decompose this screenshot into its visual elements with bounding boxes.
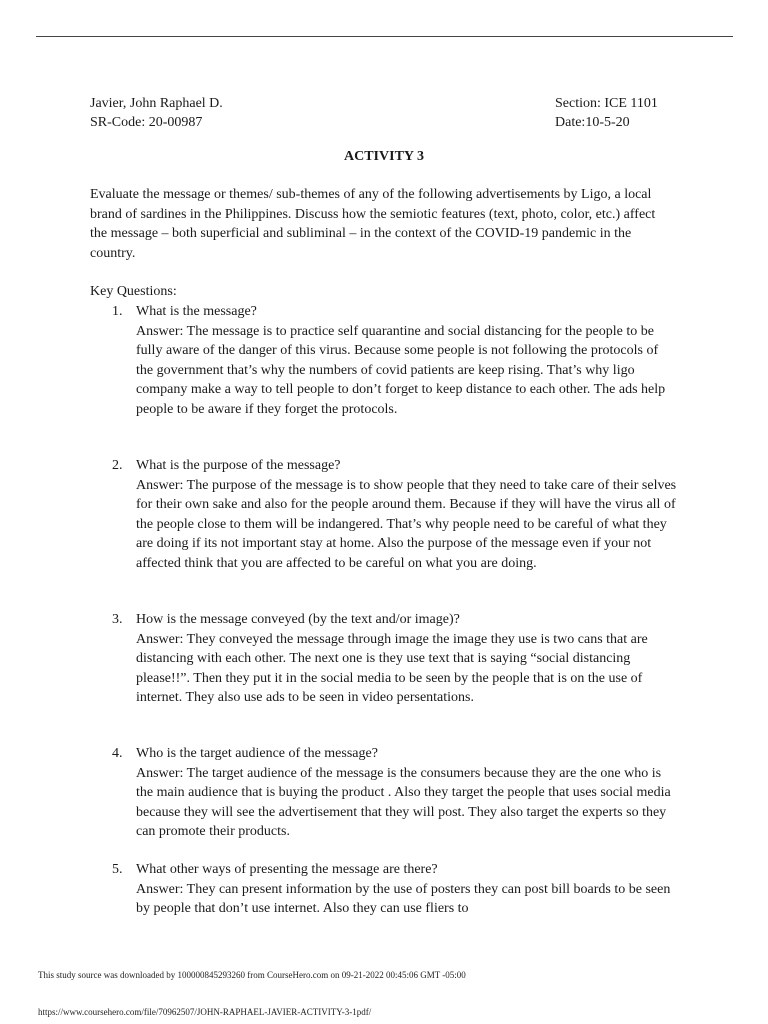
source-url[interactable]: https://www.coursehero.com/file/70962507/JOHN-RAPHAEL-JAVIER-ACTIVITY-3-1pdf/	[38, 1007, 372, 1017]
question-text: What other ways of presenting the message are there?	[136, 862, 438, 877]
question-text: What is the message?	[136, 304, 257, 319]
section-info	[555, 94, 658, 132]
question-number: 3.	[112, 612, 123, 627]
section: Section: ICE 1101	[555, 96, 658, 111]
question-item	[112, 860, 677, 919]
question-number: 4.	[112, 746, 123, 761]
top-divider	[36, 36, 733, 37]
question-item	[112, 302, 677, 419]
answer-text: Answer: The target audience of the message is the consumers because they are the one who is the main audience that is buying the product . Also they target the people that uses social media because they will see the advertisement that they will post. They also target the experts so they can promote their products.	[136, 765, 671, 839]
sr-code: SR-Code: 20-00987	[90, 115, 203, 130]
download-notice: This study source was downloaded by 100000845293260 from CourseHero.com on 09-21-2022 00:45:06 GMT -05:00	[38, 970, 466, 980]
question-item	[112, 456, 677, 573]
question-number: 1.	[112, 304, 123, 319]
student-info	[90, 94, 223, 132]
question-number: 2.	[112, 458, 123, 473]
student-name: Javier, John Raphael D.	[90, 96, 223, 111]
question-item	[112, 744, 677, 842]
answer-text: Answer: They conveyed the message through image the image they use is two cans that are distancing with each other. The next one is they use text that is saying “social distancing please!!”. Then they put it in the social media to be seen by the people that is on the use of internet. They also use ads to be seen in video persentations.	[136, 631, 648, 705]
key-questions-label: Key Questions:	[90, 284, 177, 299]
document-title: ACTIVITY 3	[344, 149, 424, 164]
question-number: 5.	[112, 862, 123, 877]
question-text: Who is the target audience of the message?	[136, 746, 378, 761]
date: Date:10-5-20	[555, 115, 630, 130]
answer-text: Answer: They can present information by the use of posters they can post bill boards to be seen by people that don’t use internet. Also they can use fliers to	[136, 881, 671, 916]
answer-text: Answer: The purpose of the message is to show people that they need to take care of their selves for their own sake and also for the people around them. Because if they will have the virus all of the people close to them will be indangered. That’s why people need to be careful of what they are doing if its not important stay at home. Also the purpose of the message even if your not affected think that you are affected to be careful on what you are doing.	[136, 477, 677, 571]
answer-text: Answer: The message is to practice self quarantine and social distancing for the people to be fully aware of the danger of this virus. Because some people is not following the protocols of the government that’s why the numbers of covid patients are keep rising. That’s why ligo company make a way to tell people to don’t forget to keep distance to each other. The ads help people to be aware if they forget the protocols.	[136, 323, 666, 417]
question-text: What is the purpose of the message?	[136, 458, 341, 473]
question-item	[112, 610, 677, 708]
intro-paragraph: Evaluate the message or themes/ sub-themes of any of the following advertisements by Ligo, a local brand of sardines in the Philippines. Discuss how the semiotic features (text, photo, color, etc.) affect the message – both superficial and subliminal – in the context of the COVID-19 pandemic in the country.	[90, 187, 656, 261]
question-text: How is the message conveyed (by the text and/or image)?	[136, 612, 460, 627]
